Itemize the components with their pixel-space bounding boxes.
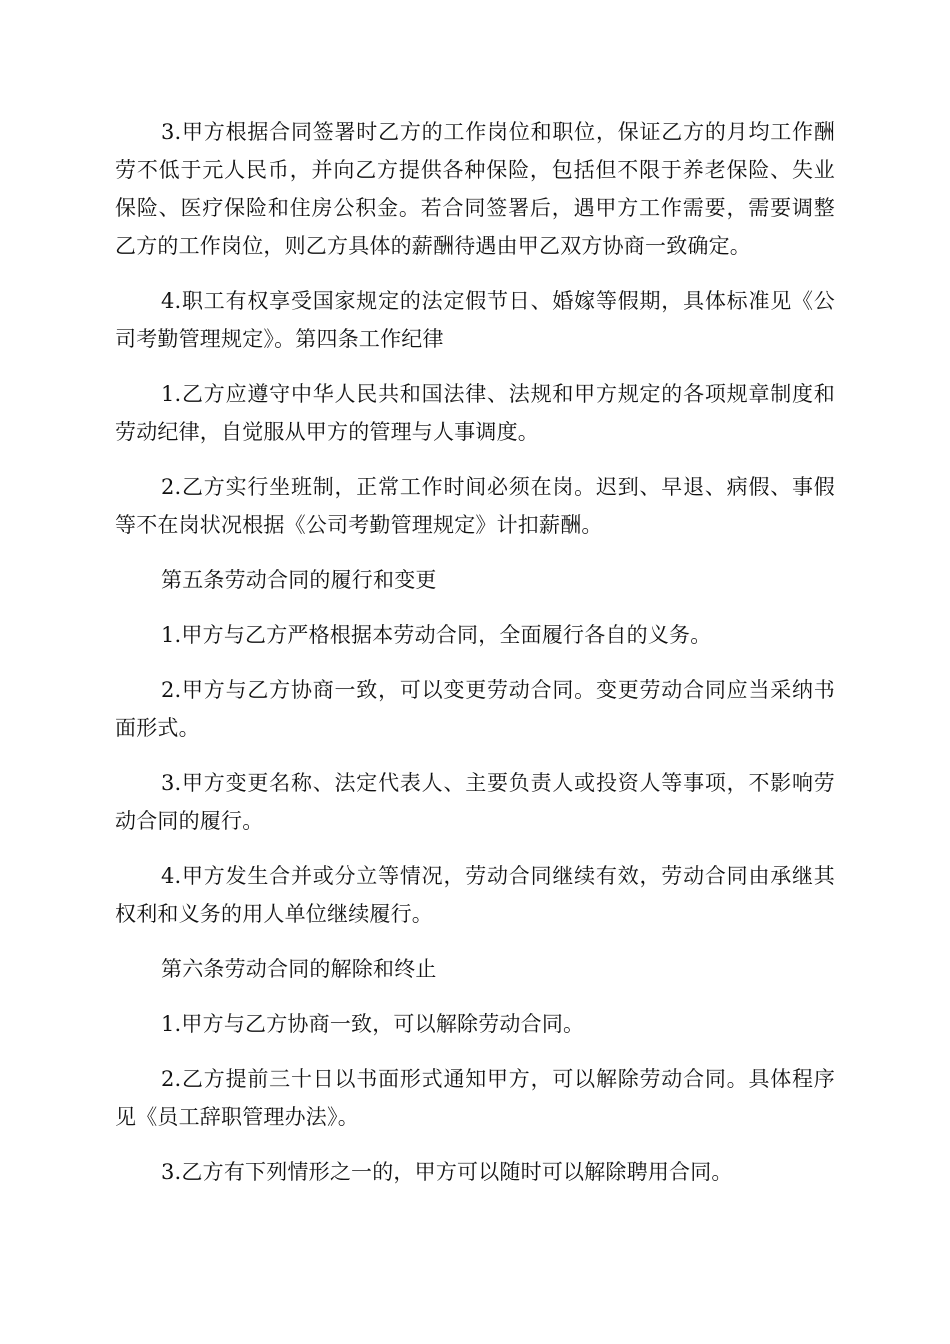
paragraph-name-change: 3.甲方变更名称、法定代表人、主要负责人或投资人等事项，不影响劳动合同的履行。 xyxy=(115,771,835,833)
document-body xyxy=(115,113,835,1208)
section-heading-article-5: 第五条劳动合同的履行和变更 xyxy=(161,568,437,592)
section-heading-article-6: 第六条劳动合同的解除和终止 xyxy=(161,957,437,981)
paragraph-holidays: 4.职工有权享受国家规定的法定假节日、婚嫁等假期，具体标准见《公司考勤管理规定》。第四条工作纪律 xyxy=(115,289,835,351)
paragraph-discipline-rules: 1.乙方应遵守中华人民共和国法律、法规和甲方规定的各项规章制度和劳动纪律，自觉服从甲方的管理与人事调度。 xyxy=(115,382,835,444)
paragraph-salary-insurance: 3.甲方根据合同签署时乙方的工作岗位和职位，保证乙方的月均工作酬劳不低于元人民币，并向乙方提供各种保险，包括但不限于养老保险、失业保险、医疗保险和住房公积金。若合同签署后，遇甲方工作需要，需要调整乙方的工作岗位，则乙方具体的薪酬待遇由甲乙双方协商一致确定。 xyxy=(115,120,835,258)
paragraph-mutual-termination: 1.甲方与乙方协商一致，可以解除劳动合同。 xyxy=(161,1012,585,1036)
paragraph-contract-change: 2.甲方与乙方协商一致，可以变更劳动合同。变更劳动合同应当采纳书面形式。 xyxy=(115,678,835,740)
paragraph-performance: 1.甲方与乙方严格根据本劳动合同，全面履行各自的义务。 xyxy=(161,623,712,647)
paragraph-merger: 4.甲方发生合并或分立等情况，劳动合同继续有效，劳动合同由承继其权利和义务的用人单位继续履行。 xyxy=(115,864,835,926)
paragraph-attendance: 2.乙方实行坐班制，正常工作时间必须在岗。迟到、早退、病假、事假等不在岗状况根据《公司考勤管理规定》计扣薪酬。 xyxy=(115,475,835,537)
paragraph-resignation-notice: 2.乙方提前三十日以书面形式通知甲方，可以解除劳动合同。具体程序见《员工辞职管理办法》。 xyxy=(115,1067,835,1129)
paragraph-dismissal-conditions: 3.乙方有下列情形之一的，甲方可以随时可以解除聘用合同。 xyxy=(161,1160,733,1184)
